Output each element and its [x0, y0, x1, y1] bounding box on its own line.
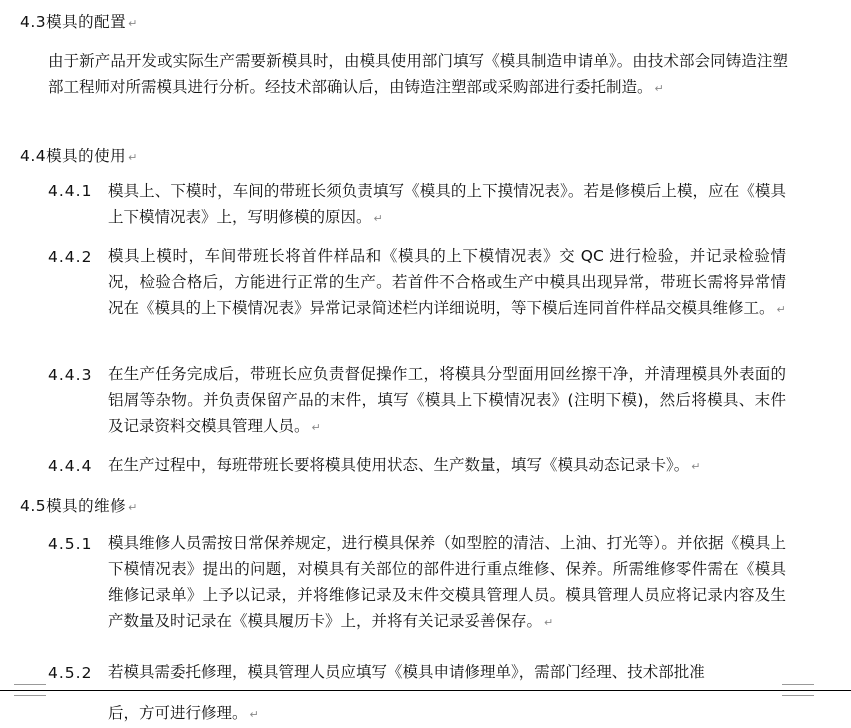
- item-text-4-5-2-continued: 后，方可进行修理。 ↵: [108, 704, 259, 722]
- item-text-4-5-2: 若模具需委托修理，模具管理人员应填写《模具申请修理单》，需部门经理、技术部批准: [108, 663, 705, 681]
- paragraph-mark-icon: ↵: [128, 151, 138, 164]
- page-break-line: [0, 690, 851, 691]
- page-corner-mark-right: [782, 684, 814, 696]
- item-text-4-4-4: 在生产过程中，每班带班长要将模具使用状态、生产数量，填写《模具动态记录卡》。 ↵: [108, 456, 701, 474]
- paragraph-mark-icon: ↵: [311, 421, 321, 434]
- item-number-4-4-1: 4.4.1: [48, 182, 93, 200]
- item-text-4-4-2: 模具上模时，车间带班长将首件样品和《模具的上下模情况表》交 QC 进行检验，并记录检验情况，检验合格后，方能进行正常的生产。若首件不合格或生产中模具出现异常，带班长需将异常情况在《模具的上下模情况表》异常记录简述栏内详细说明，等下模后连同首件样品交模具维修工。 ↵: [108, 247, 786, 317]
- section-heading-4-3: 4.3模具的配置 ↵: [20, 13, 138, 31]
- item-number-4-5-1: 4.5.1: [48, 535, 93, 553]
- item-text-4-4-1: 模具上、下模时，车间的带班长须负责填写《模具的上下摸情况表》。若是修模后上模，应在《模具上下模情况表》上，写明修模的原因。 ↵: [108, 182, 786, 226]
- item-text-4-4-3: 在生产任务完成后，带班长应负责督促操作工，将模具分型面用回丝擦干净，并清理模具外表面的铝屑等杂物。并负责保留产品的末件，填写《模具上下模情况表》(注明下模)，然后将模具、末件及记录资料交模具管理人员。 ↵: [108, 365, 786, 435]
- item-number-4-4-2: 4.4.2: [48, 248, 93, 266]
- section-heading-4-4: 4.4模具的使用 ↵: [20, 147, 138, 165]
- item-text-4-5-1: 模具维修人员需按日常保养规定，进行模具保养（如型腔的清洁、上油、打光等）。并依据《模具上下模情况表》提出的问题，对模具有关部位的部件进行重点维修、保养。所需维修零件需在《模具维修记录单》上予以记录，并将维修记录及末件交模具管理人员。模具管理人员应将记录内容及生产数量及时记录在《模具履历卡》上，并将有关记录妥善保存。 ↵: [108, 534, 786, 630]
- item-number-4-4-4: 4.4.4: [48, 457, 93, 475]
- section-heading-4-5: 4.5模具的维修 ↵: [20, 497, 138, 515]
- paragraph-mark-icon: ↵: [654, 82, 664, 95]
- paragraph-mark-icon: ↵: [776, 303, 786, 316]
- paragraph-mark-icon: ↵: [128, 501, 138, 514]
- item-number-4-4-3: 4.4.3: [48, 366, 93, 384]
- item-number-4-5-2: 4.5.2: [48, 664, 93, 682]
- paragraph-mark-icon: ↵: [249, 708, 259, 721]
- paragraph-mark-icon: ↵: [691, 460, 701, 473]
- paragraph-mark-icon: ↵: [373, 212, 383, 225]
- paragraph-4-3: 由于新产品开发或实际生产需要新模具时，由模具使用部门填写《模具制造申请单》。由技术部会同铸造注塑部工程师对所需模具进行分析。经技术部确认后，由铸造注塑部或采购部进行委托制造。 ↵: [48, 52, 788, 96]
- paragraph-mark-icon: ↵: [544, 616, 554, 629]
- paragraph-mark-icon: ↵: [128, 17, 138, 30]
